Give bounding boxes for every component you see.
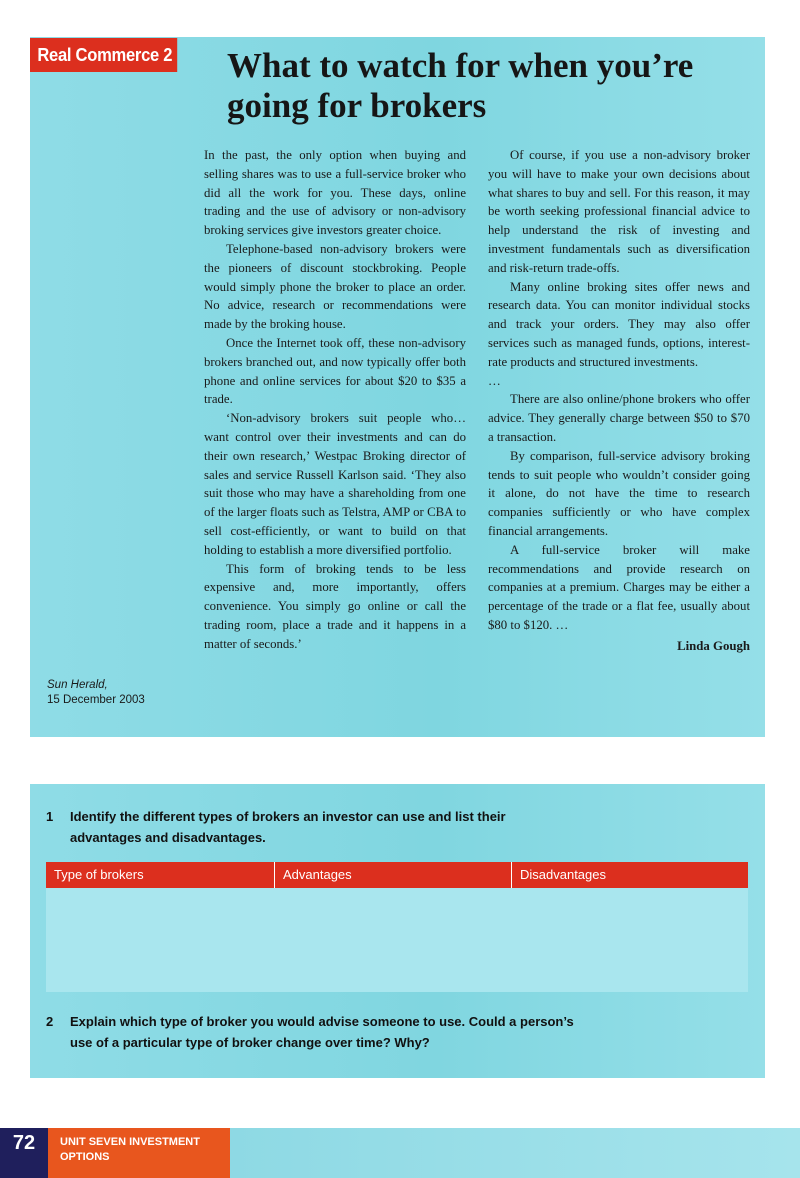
question-2	[46, 1011, 580, 1053]
paragraph: Many online broking sites offer news and research data. You can monitor individual stocks and track your orders. They may also offer services such as managed funds, options, interest-rate products and structured investments.	[488, 279, 750, 369]
article-title	[227, 46, 757, 126]
author-byline: Linda Gough	[677, 638, 750, 653]
paragraph: Of course, if you use a non-advisory broker you will have to make your own decisions about what shares to buy and sell. For this reason, it may be worth seeking professional financial advice to help understand the risk of investing and investment fundamentals such as diversification and risk-return trade-offs.	[488, 148, 750, 275]
paragraph: ‘Non-advisory brokers suit people who… want control over their investments and can do their own research,’ Westpac Broking director of sales and service Russell Karlson said. ‘They also suit those who may have a shareholding from one of the larger floats such as Telstra, AMP or CBA to sell cost-efficiently, or want to build on that holding to establish a more diversified portfolio.	[204, 411, 466, 557]
paragraph: Telephone-based non-advisory brokers were the pioneers of discount stockbroking. People would simply phone the broker to place an order. No advice, research or recommendations were made by the broking house.	[204, 241, 466, 332]
source-citation	[47, 678, 145, 708]
table-header-row	[46, 862, 748, 888]
article-left-column	[204, 146, 466, 654]
question-text: Identify the different types of brokers an investor can use and list their advantages and disadvantages.	[70, 809, 506, 845]
title-line: going for brokers	[227, 86, 487, 125]
column-header-type: Type of brokers	[46, 862, 275, 888]
paragraph: A full-service broker will make recommendations and provide research on companies at a premium. Charges may be either a percentage of the trade or a flat fee, usually about $80 to $120. …	[488, 542, 750, 632]
title-line: What to watch for when you’re	[227, 46, 694, 85]
brokers-table	[46, 862, 748, 992]
column-header-disadvantages: Disadvantages	[520, 867, 606, 882]
source-date: 15 December 2003	[47, 694, 145, 706]
unit-label-line: UNIT SEVEN INVESTMENT	[60, 1136, 200, 1148]
section-tag: Real Commerce 2	[30, 38, 177, 72]
unit-label-line: OPTIONS	[60, 1151, 110, 1163]
question-number: 1	[46, 809, 54, 824]
paragraph: There are also online/phone brokers who offer advice. They generally charge between $50 to $70 a transaction.	[488, 392, 750, 444]
question-number: 2	[46, 1014, 54, 1029]
paragraph: In the past, the only option when buying and selling shares was to use a full-service broker who did all the work for you. These days, online trading and the use of advisory or non-advisory broking services give investors greater choice.	[204, 148, 466, 238]
paragraph: By comparison, full-service advisory broking tends to suit people who wouldn’t consider going it alone, do not have the time to research companies sufficiently or who have complex financial arrangements.	[488, 448, 750, 538]
paragraph: Once the Internet took off, these non-advisory brokers branched out, and now typically offer both phone and online services for about $20 to $35 a trade.	[204, 335, 466, 407]
source-name: Sun Herald,	[47, 679, 108, 691]
unit-label	[48, 1128, 230, 1178]
footer-strip	[230, 1128, 800, 1178]
article-right-column	[488, 146, 750, 656]
page-number: 72	[0, 1128, 48, 1178]
table-answer-area[interactable]	[46, 888, 748, 992]
ellipsis: …	[488, 373, 501, 388]
column-header-advantages: Advantages	[275, 862, 512, 888]
question-text: Explain which type of broker you would advise someone to use. Could a person’s use of a particular type of broker change over time? Why?	[70, 1014, 574, 1050]
paragraph: This form of broking tends to be less expensive and, more importantly, offers convenience. You simply go online or call the trading room, place a trade and it happens in a matter of seconds.’	[204, 561, 466, 651]
question-1	[46, 806, 580, 848]
